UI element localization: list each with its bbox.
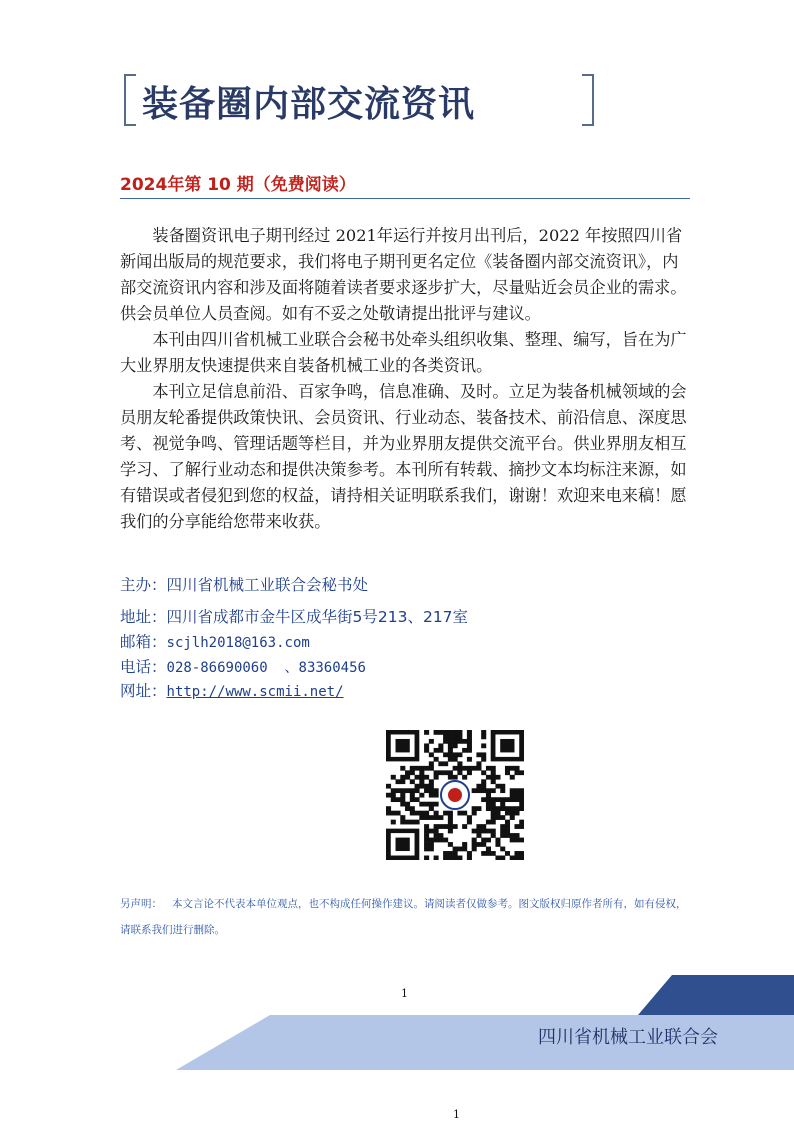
- footer-org-name: 四川省机械工业联合会: [538, 1027, 718, 1048]
- disclaimer-text: 本文言论不代表本单位观点，也不构成任何操作建议。请阅读者仅做参考。图文版权归原作者所有，如有侵权，请联系我们进行删除。: [120, 898, 687, 936]
- email-value[interactable]: scjlh2018@163.com: [166, 635, 310, 651]
- email-row: [120, 630, 310, 652]
- masthead-title: 装备圈内部交流资讯: [142, 84, 476, 125]
- website-row: [120, 679, 344, 701]
- qr-code: [386, 730, 524, 860]
- intro-paragraph-3: 本刊立足信息前沿、百家争鸣，信息准确、及时。立足为装备机械领域的会员朋友轮番提供政策快讯、会员资讯、行业动态、装备技术、前沿信息、深度思考、视觉争鸣、管理话题等栏目，并为业界朋友提供交流平台。供业界朋友相互学习、了解行业动态和提供决策参考。本刊所有转载、摘抄文本均标注来源，如有错误或者侵犯到您的权益，请持相关证明联系我们，谢谢！欢迎来电来稿！愿我们的分享能给您带来收获。: [120, 382, 687, 531]
- phone-label: 电话：: [120, 658, 167, 676]
- disclaimer: [120, 891, 690, 943]
- email-label: 邮箱：: [120, 633, 167, 651]
- masthead: [124, 74, 594, 124]
- footer-band-dark: [638, 975, 794, 1015]
- host-row: [120, 573, 368, 595]
- right-bracket: [582, 74, 594, 126]
- phone-row: [120, 655, 366, 677]
- intro-body: [120, 223, 692, 535]
- website-link[interactable]: http://www.scmii.net/: [166, 684, 344, 700]
- issue-label: 2024年第 10 期（免费阅读）: [120, 175, 356, 195]
- address-row: [120, 605, 468, 627]
- intro-paragraph-1: 装备圈资讯电子期刊经过 2021年运行并按月出刊后，2022 年按照四川省新闻出版局的规范要求，我们将电子期刊更名定位《装备圈内部交流资讯》，内部交流资讯内容和涉及面将随着读者要求逐步扩大，尽量贴近会员企业的需求。供会员单位人员查阅。如有不妥之处敬请提出批评与建议。: [120, 226, 687, 323]
- address-value: 四川省成都市金牛区成华街5号213、217室: [166, 608, 469, 626]
- page-number: 1: [401, 987, 408, 1000]
- website-label: 网址：: [120, 682, 167, 700]
- phone-value: 028-86690060 、83360456: [166, 660, 366, 676]
- issue-divider: [120, 198, 690, 199]
- left-bracket: [124, 74, 136, 126]
- intro-paragraph-2: 本刊由四川省机械工业联合会秘书处牵头组织收集、整理、编写，旨在为广大业界朋友快速提供来自装备机械工业的各类资讯。: [120, 330, 687, 375]
- host-label: 主办：: [120, 576, 167, 594]
- address-label: 地址：: [120, 608, 167, 626]
- page-number-bottom: 1: [453, 1108, 460, 1121]
- disclaimer-label: 另声明：: [120, 898, 162, 910]
- host-value: 四川省机械工业联合会秘书处: [166, 576, 369, 594]
